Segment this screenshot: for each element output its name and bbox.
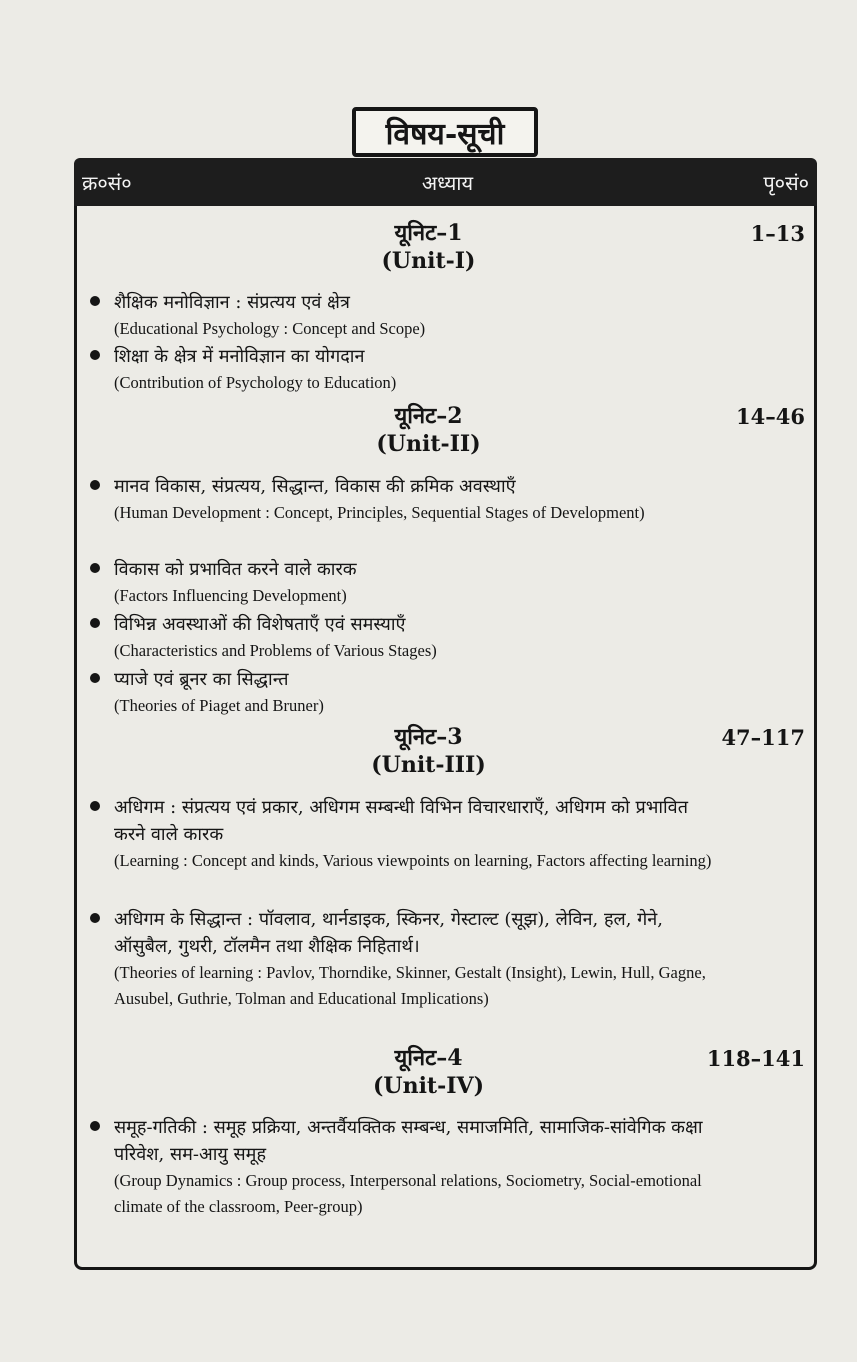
list-item: [90, 666, 715, 719]
list-item: [90, 1114, 715, 1220]
serial-column-header: क्र०सं०: [82, 170, 132, 195]
bullet-icon: [90, 673, 100, 683]
item-english: (Theories of learning : Pavlov, Thorndike, Skinner, Gestalt (Insight), Lewin, Hull, Gagne, Ausubel, Guthrie, Tolman and Educational Implications): [114, 963, 706, 1008]
item-hindi: अधिगम के सिद्धान्त : पॉवलाव, थार्नडाइक, स्किनर, गेस्टाल्ट (सूझ), लेविन, हल, गेने, ऑसुबैल, गुथरी, टॉलमैन तथा शैक्षिक निहितार्थ।: [114, 909, 664, 957]
item-hindi: अधिगम : संप्रत्यय एवं प्रकार, अधिगम सम्बन्धी विभिन विचारधाराएँ, अधिगम को प्रभावित करने वाले कारक: [114, 797, 688, 845]
unit-3-pages: 47–117: [721, 725, 805, 750]
bullet-icon: [90, 1121, 100, 1131]
list-item: [90, 794, 715, 874]
item-hindi: समूह-गतिकी : समूह प्रक्रिया, अन्तर्वैयक्तिक सम्बन्ध, समाजमिति, सामाजिक-सांवेगिक कक्षा परिवेश, सम-आयु समूह: [114, 1117, 703, 1165]
unit-1-pages: 1–13: [750, 221, 805, 246]
list-item: [90, 473, 715, 526]
item-english: (Group Dynamics : Group process, Interpersonal relations, Sociometry, Social-emotional climate of the classroom, Peer-group): [114, 1171, 702, 1216]
list-item: [90, 611, 715, 664]
list-item: [90, 343, 715, 396]
item-hindi: विभिन्न अवस्थाओं की विशेषताएँ एवं समस्याएँ: [114, 614, 406, 635]
bullet-icon: [90, 350, 100, 360]
bullet-icon: [90, 801, 100, 811]
item-hindi: मानव विकास, संप्रत्यय, सिद्धान्त, विकास की क्रमिक अवस्थाएँ: [114, 476, 516, 497]
unit-1-english: (Unit-I): [381, 248, 476, 274]
unit-2-pages: 14–46: [736, 404, 805, 429]
bullet-icon: [90, 480, 100, 490]
list-item: [90, 289, 715, 342]
unit-2-heading: [0, 402, 857, 458]
item-hindi: प्याजे एवं ब्रूनर का सिद्धान्त: [114, 669, 289, 690]
unit-1-hindi: यूनिट–1: [394, 220, 463, 246]
item-hindi: विकास को प्रभावित करने वाले कारक: [114, 559, 357, 580]
unit-3-hindi: यूनिट–3: [394, 724, 463, 750]
item-english: (Characteristics and Problems of Various Stages): [114, 641, 437, 660]
page-column-header: पृ०सं०: [763, 170, 809, 195]
item-hindi: शिक्षा के क्षेत्र में मनोविज्ञान का योगदान: [114, 346, 365, 367]
unit-3-english: (Unit-III): [371, 752, 486, 778]
bullet-icon: [90, 563, 100, 573]
unit-2-hindi: यूनिट–2: [394, 403, 463, 429]
unit-4-english: (Unit-IV): [372, 1073, 484, 1099]
item-english: (Factors Influencing Development): [114, 586, 347, 605]
item-english: (Learning : Concept and kinds, Various viewpoints on learning, Factors affecting learning): [114, 851, 712, 870]
chapter-column-header: अध्याय: [421, 170, 474, 195]
unit-4-hindi: यूनिट–4: [394, 1045, 463, 1071]
item-english: (Educational Psychology : Concept and Scope): [114, 319, 426, 338]
unit-1-heading: [0, 219, 857, 275]
item-english: (Human Development : Concept, Principles, Sequential Stages of Development): [114, 503, 645, 522]
list-item: [90, 556, 715, 609]
list-item: [90, 906, 715, 1012]
unit-4-pages: 118–141: [706, 1046, 805, 1071]
item-english: (Theories of Piaget and Bruner): [114, 696, 324, 715]
unit-2-english: (Unit-II): [376, 431, 481, 457]
item-hindi: शैक्षिक मनोविज्ञान : संप्रत्यय एवं क्षेत्र: [114, 292, 350, 313]
table-header: [74, 158, 817, 206]
page-title: विषय-सूची: [352, 107, 538, 157]
bullet-icon: [90, 296, 100, 306]
bullet-icon: [90, 618, 100, 628]
item-english: (Contribution of Psychology to Education): [114, 373, 397, 392]
bullet-icon: [90, 913, 100, 923]
